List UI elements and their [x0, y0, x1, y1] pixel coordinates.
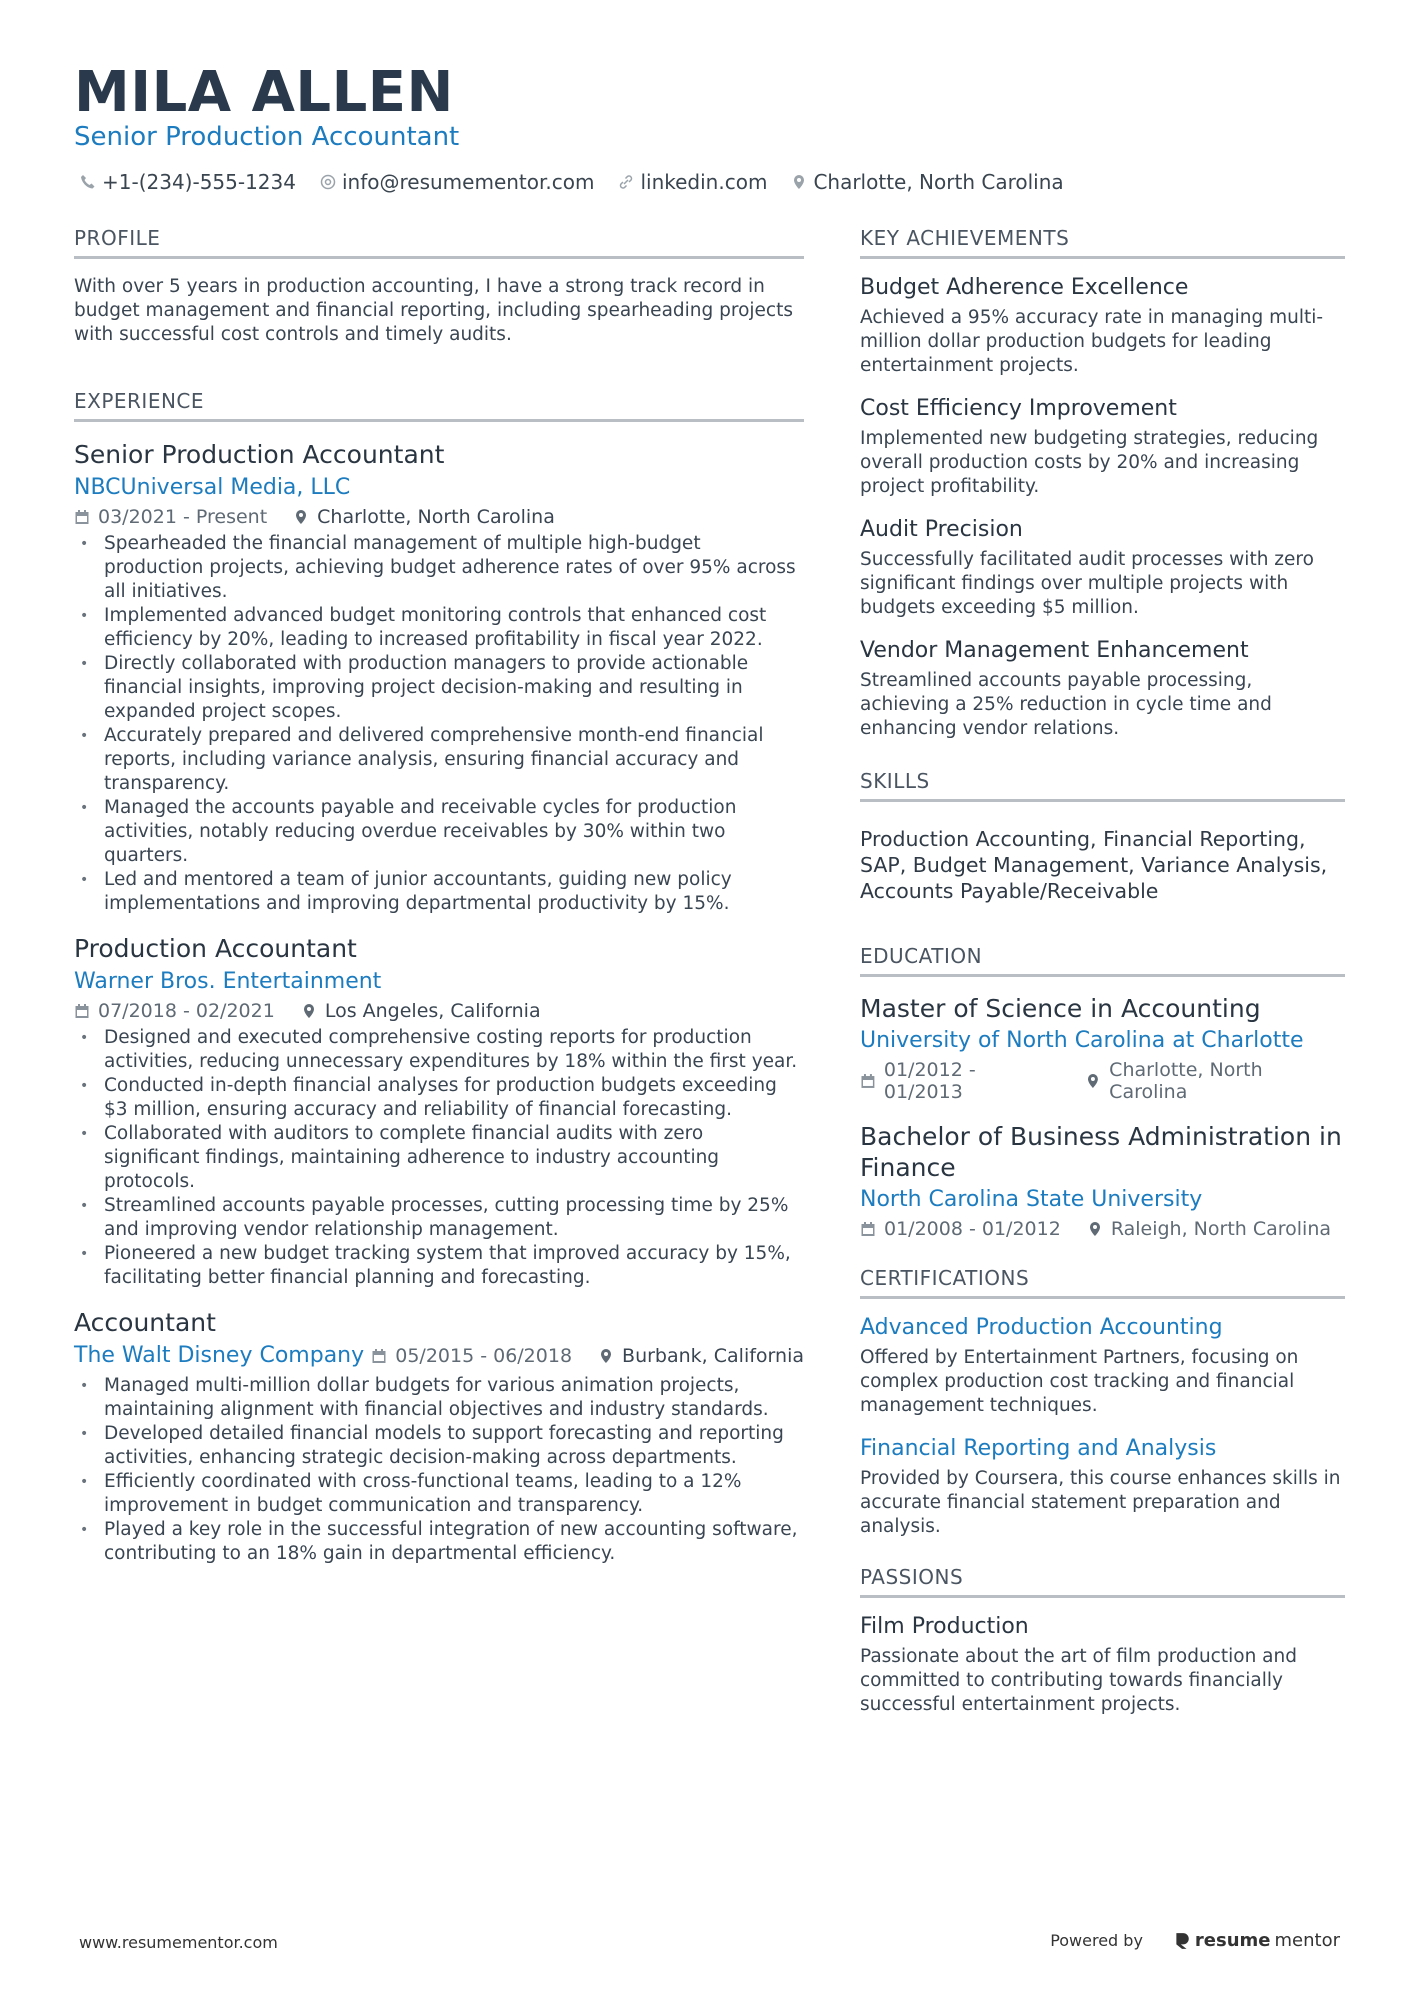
- list-item: • Collaborated with auditors to complete financial audits with zero significant findings, maintaining adherence to industry accounting protocols.: [74, 1122, 804, 1194]
- certification-item: [860, 1315, 1345, 1418]
- education-location: Charlotte, North Carolina: [1109, 1059, 1263, 1103]
- contact-location: [791, 170, 1063, 194]
- list-item: • Designed and executed comprehensive costing reports for production activities, reducing unnecessary expenditures by 18% within the first year.: [74, 1026, 804, 1074]
- profile-text: With over 5 years in production accounting, I have a strong track record in budget management and financial reporting, including spearheading projects with successful cost controls and timely audits.: [74, 276, 793, 345]
- section-heading: PROFILE: [74, 226, 804, 259]
- location-pin-icon: [293, 509, 309, 525]
- list-item: • Pioneered a new budget tracking system that improved accuracy by 15%, facilitating better financial planning and forecasting.: [74, 1242, 804, 1290]
- contact-phone-text: +1-(234)-555-1234: [102, 170, 296, 194]
- achievement-item: [860, 517, 1345, 620]
- list-item: • Accurately prepared and delivered comprehensive month-end financial reports, including variance analysis, ensuring financial accuracy and transparency.: [74, 724, 804, 796]
- education-dates: 01/2012 - 01/2013: [883, 1059, 976, 1103]
- location-pin-icon: [791, 174, 807, 190]
- education-meta: [860, 1059, 1345, 1103]
- section-heading: EDUCATION: [860, 944, 1345, 977]
- section-heading: EXPERIENCE: [74, 389, 804, 422]
- contact-linkedin-text: linkedin.com: [640, 170, 768, 194]
- education-dates: 01/2008 - 01/2012: [884, 1218, 1061, 1240]
- achievement-text: Successfully facilitated audit processes with zero significant findings over multiple projects with budgets exceeding $5 million.: [860, 549, 1314, 618]
- achievement-title: Vendor Management Enhancement: [860, 638, 1249, 663]
- job-company: NBCUniversal Media, LLC: [74, 475, 351, 500]
- job-entry: [74, 1308, 804, 1566]
- contact-phone[interactable]: [80, 170, 296, 194]
- job-company: The Walt Disney Company: [74, 1343, 365, 1368]
- at-icon: [320, 174, 336, 190]
- job-meta: [371, 1345, 804, 1367]
- brand-name-bold: resume: [1194, 1930, 1271, 1951]
- job-dates: 05/2015 - 06/2018: [395, 1344, 573, 1367]
- certification-text: Provided by Coursera, this course enhances skills in accurate financial statement preparation and analysis.: [860, 1468, 1341, 1537]
- job-entry: [74, 934, 804, 1290]
- certification-title: Advanced Production Accounting: [860, 1315, 1223, 1340]
- list-item: • Spearheaded the financial management of multiple high-budget production projects, achieving budget adherence rates of over 95% across all initiatives.: [74, 532, 804, 604]
- education-item: [860, 1121, 1345, 1240]
- list-item: • Directly collaborated with production managers to provide actionable financial insights, improving project decision-making and resulting in expanded project scopes.: [74, 652, 804, 724]
- passion-text: Passionate about the art of film production and committed to contributing towards financially successful entertainment projects.: [860, 1646, 1297, 1715]
- list-item: • Streamlined accounts payable processes, cutting processing time by 25% and improving vendor relationship management.: [74, 1194, 804, 1242]
- job-title: Accountant: [74, 1308, 216, 1337]
- phone-icon: [80, 174, 96, 190]
- profile-section: [74, 226, 804, 347]
- job-bullets: [74, 1374, 804, 1566]
- experience-section: [74, 389, 804, 1566]
- certifications-section: [860, 1266, 1345, 1539]
- achievements-section: [860, 226, 1345, 741]
- job-company: Warner Bros. Entertainment: [74, 969, 382, 994]
- skills-text: Production Accounting, Financial Reporting, SAP, Budget Management, Variance Analysis, Accounts Payable/Receivable: [860, 827, 1328, 903]
- list-item: • Managed multi-million dollar budgets for various animation projects, maintaining alignment with financial objectives and industry standards.: [74, 1374, 804, 1422]
- achievement-title: Budget Adherence Excellence: [860, 275, 1189, 300]
- section-heading: KEY ACHIEVEMENTS: [860, 226, 1345, 259]
- skills-section: [860, 769, 1345, 904]
- resumementor-logo-icon: [1173, 1932, 1191, 1950]
- job-meta: [74, 1000, 804, 1022]
- list-item: • Managed the accounts payable and receivable cycles for production activities, notably reducing overdue receivables by 30% within two quarters.: [74, 796, 804, 868]
- education-degree: Master of Science in Accounting: [860, 994, 1261, 1023]
- calendar-icon: [74, 509, 90, 525]
- achievement-item: [860, 396, 1345, 499]
- achievement-item: [860, 275, 1345, 378]
- certification-text: Offered by Entertainment Partners, focusing on complex production cost tracking and financial management techniques.: [860, 1347, 1299, 1416]
- list-item: • Played a key role in the successful integration of new accounting software, contributing to an 18% gain in departmental efficiency.: [74, 1518, 804, 1566]
- list-item: • Implemented advanced budget monitoring controls that enhanced cost efficiency by 20%, leading to increased profitability in fiscal year 2022.: [74, 604, 804, 652]
- achievement-text: Implemented new budgeting strategies, reducing overall production costs by 20% and increasing project profitability.: [860, 428, 1319, 497]
- job-meta: [74, 506, 804, 528]
- contact-bar: [80, 170, 1064, 194]
- job-bullets: [74, 532, 804, 916]
- calendar-icon: [860, 1221, 876, 1237]
- job-title: Senior Production Accountant: [74, 440, 445, 469]
- location-pin-icon: [1085, 1073, 1101, 1089]
- contact-email[interactable]: [320, 170, 594, 194]
- brand-name-light: mentor: [1274, 1930, 1340, 1951]
- passion-item: [860, 1614, 1345, 1717]
- job-dates: 07/2018 - 02/2021: [98, 1000, 275, 1022]
- list-item: • Led and mentored a team of junior accountants, guiding new policy implementations and improving departmental productivity by 15%.: [74, 868, 804, 916]
- certification-item: [860, 1436, 1345, 1539]
- job-location: Charlotte, North Carolina: [317, 506, 555, 528]
- brand-logo[interactable]: [1173, 1930, 1340, 1951]
- job-dates: 03/2021 - Present: [98, 506, 268, 528]
- candidate-title: Senior Production Accountant: [74, 122, 460, 152]
- list-item: • Efficiently coordinated with cross-functional teams, leading to a 12% improvement in budget communication and transparency.: [74, 1470, 804, 1518]
- footer-website[interactable]: www.resumementor.com: [79, 1933, 278, 1952]
- education-degree: Bachelor of Business Administration in Finance: [860, 1122, 1342, 1182]
- candidate-name: MILA ALLEN: [74, 60, 454, 125]
- left-column: [74, 226, 804, 1584]
- calendar-icon: [74, 1003, 90, 1019]
- certification-title: Financial Reporting and Analysis: [860, 1436, 1217, 1461]
- passions-section: [860, 1565, 1345, 1717]
- powered-by-label: Powered by: [1050, 1931, 1143, 1950]
- right-column: [860, 226, 1345, 1735]
- achievement-title: Cost Efficiency Improvement: [860, 396, 1177, 421]
- education-school: University of North Carolina at Charlotte: [860, 1028, 1304, 1053]
- section-heading: PASSIONS: [860, 1565, 1345, 1598]
- section-heading: SKILLS: [860, 769, 1345, 802]
- job-bullets: [74, 1026, 804, 1290]
- contact-linkedin[interactable]: [618, 170, 767, 194]
- education-section: [860, 944, 1345, 1240]
- location-pin-icon: [301, 1003, 317, 1019]
- education-item: [860, 993, 1345, 1103]
- education-school: North Carolina State University: [860, 1187, 1203, 1212]
- education-location: Raleigh, North Carolina: [1110, 1218, 1332, 1240]
- job-entry: [74, 440, 804, 916]
- list-item: • Conducted in-depth financial analyses for production budgets exceeding $3 million, ensuring accuracy and reliability of financial forecasting.: [74, 1074, 804, 1122]
- achievement-text: Streamlined accounts payable processing, achieving a 25% reduction in cycle time and enhancing vendor relations.: [860, 670, 1272, 739]
- footer-brand: [1050, 1930, 1340, 1951]
- job-title: Production Accountant: [74, 934, 357, 963]
- link-icon: [618, 174, 634, 190]
- calendar-icon: [860, 1073, 876, 1089]
- job-company-row: [74, 1343, 804, 1368]
- education-meta: [860, 1218, 1345, 1240]
- job-location: Los Angeles, California: [324, 1000, 541, 1022]
- location-pin-icon: [1087, 1221, 1103, 1237]
- contact-email-text: info@resumementor.com: [341, 170, 595, 194]
- location-pin-icon: [598, 1348, 614, 1364]
- list-item: • Developed detailed financial models to support forecasting and reporting activities, enhancing strategic decision-making across departments.: [74, 1422, 804, 1470]
- section-heading: CERTIFICATIONS: [860, 1266, 1345, 1299]
- achievement-text: Achieved a 95% accuracy rate in managing multi-million dollar production budgets for leading entertainment projects.: [860, 307, 1324, 376]
- job-location: Burbank, California: [622, 1344, 804, 1367]
- achievement-item: [860, 638, 1345, 741]
- achievement-title: Audit Precision: [860, 517, 1023, 542]
- contact-location-text: Charlotte, North Carolina: [813, 170, 1064, 194]
- passion-title: Film Production: [860, 1614, 1029, 1639]
- calendar-icon: [371, 1348, 387, 1364]
